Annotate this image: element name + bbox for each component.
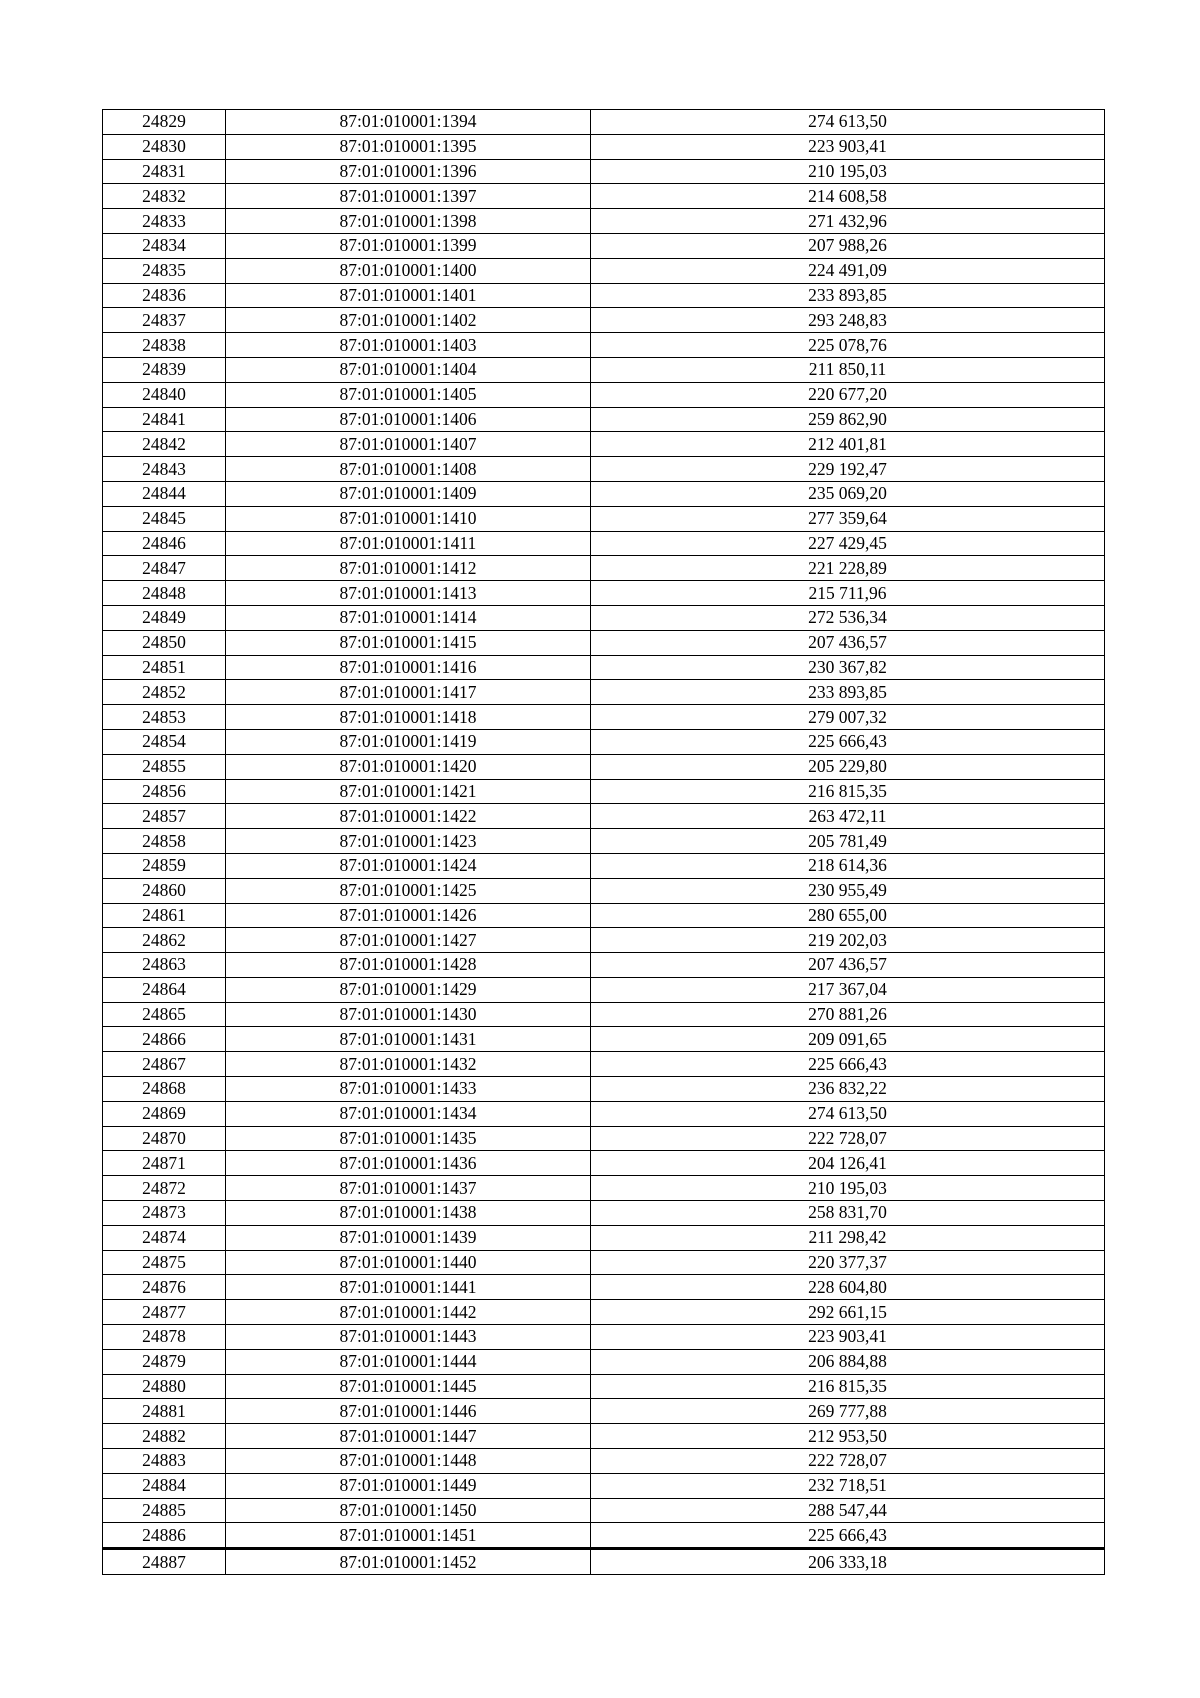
row-number-cell: 24878 <box>103 1325 226 1350</box>
table-row <box>103 233 1105 258</box>
cadastral-value-cell: 277 359,64 <box>591 506 1105 531</box>
cadastral-number-cell: 87:01:010001:1432 <box>226 1052 591 1077</box>
table-row <box>103 258 1105 283</box>
row-number-cell: 24882 <box>103 1424 226 1449</box>
table-row <box>103 1126 1105 1151</box>
row-number-cell: 24832 <box>103 184 226 209</box>
row-number-cell: 24843 <box>103 457 226 482</box>
table-row <box>103 481 1105 506</box>
cadastral-number-cell: 87:01:010001:1420 <box>226 754 591 779</box>
row-number-cell: 24858 <box>103 829 226 854</box>
table-row <box>103 1176 1105 1201</box>
cadastral-number-cell: 87:01:010001:1409 <box>226 481 591 506</box>
row-number-cell: 24834 <box>103 233 226 258</box>
row-number-cell: 24846 <box>103 531 226 556</box>
cadastral-value-cell: 227 429,45 <box>591 531 1105 556</box>
row-number-cell: 24867 <box>103 1052 226 1077</box>
table-row <box>103 357 1105 382</box>
cadastral-number-cell: 87:01:010001:1400 <box>226 258 591 283</box>
cadastral-number-cell: 87:01:010001:1413 <box>226 581 591 606</box>
cadastral-number-cell: 87:01:010001:1394 <box>226 110 591 135</box>
row-number-cell: 24849 <box>103 605 226 630</box>
row-number-cell: 24883 <box>103 1449 226 1474</box>
cadastral-number-cell: 87:01:010001:1416 <box>226 655 591 680</box>
cadastral-value-cell: 220 677,20 <box>591 382 1105 407</box>
table-row <box>103 1498 1105 1523</box>
cadastral-number-cell: 87:01:010001:1395 <box>226 134 591 159</box>
row-number-cell: 24877 <box>103 1300 226 1325</box>
row-number-cell: 24887 <box>103 1549 226 1575</box>
cadastral-value-cell: 233 893,85 <box>591 283 1105 308</box>
cadastral-value-cell: 205 229,80 <box>591 754 1105 779</box>
row-number-cell: 24876 <box>103 1275 226 1300</box>
cadastral-value-cell: 212 953,50 <box>591 1424 1105 1449</box>
cadastral-number-cell: 87:01:010001:1424 <box>226 853 591 878</box>
cadastral-value-cell: 269 777,88 <box>591 1399 1105 1424</box>
cadastral-value-cell: 216 815,35 <box>591 1374 1105 1399</box>
row-number-cell: 24865 <box>103 1002 226 1027</box>
cadastral-number-cell: 87:01:010001:1435 <box>226 1126 591 1151</box>
row-number-cell: 24853 <box>103 705 226 730</box>
table-row <box>103 829 1105 854</box>
cadastral-number-cell: 87:01:010001:1408 <box>226 457 591 482</box>
row-number-cell: 24879 <box>103 1349 226 1374</box>
table-row <box>103 283 1105 308</box>
table-row <box>103 1250 1105 1275</box>
cadastral-value-cell: 223 903,41 <box>591 134 1105 159</box>
cadastral-value-cell: 225 078,76 <box>591 333 1105 358</box>
table-row <box>103 506 1105 531</box>
row-number-cell: 24864 <box>103 977 226 1002</box>
cadastral-number-cell: 87:01:010001:1441 <box>226 1275 591 1300</box>
table-row <box>103 705 1105 730</box>
cadastral-value-cell: 207 436,57 <box>591 630 1105 655</box>
cadastral-value-cell: 279 007,32 <box>591 705 1105 730</box>
row-number-cell: 24840 <box>103 382 226 407</box>
cadastral-number-cell: 87:01:010001:1427 <box>226 928 591 953</box>
cadastral-value-cell: 217 367,04 <box>591 977 1105 1002</box>
cadastral-value-cell: 204 126,41 <box>591 1151 1105 1176</box>
row-number-cell: 24833 <box>103 209 226 234</box>
table-row <box>103 977 1105 1002</box>
cadastral-value-cell: 236 832,22 <box>591 1077 1105 1102</box>
table-row <box>103 457 1105 482</box>
cadastral-number-cell: 87:01:010001:1422 <box>226 804 591 829</box>
cadastral-value-cell: 209 091,65 <box>591 1027 1105 1052</box>
cadastral-number-cell: 87:01:010001:1437 <box>226 1176 591 1201</box>
cadastral-value-cell: 272 536,34 <box>591 605 1105 630</box>
cadastral-number-cell: 87:01:010001:1421 <box>226 779 591 804</box>
cadastral-value-cell: 230 367,82 <box>591 655 1105 680</box>
cadastral-number-cell: 87:01:010001:1426 <box>226 903 591 928</box>
cadastral-value-cell: 211 298,42 <box>591 1225 1105 1250</box>
table-row <box>103 1374 1105 1399</box>
cadastral-number-cell: 87:01:010001:1436 <box>226 1151 591 1176</box>
row-number-cell: 24857 <box>103 804 226 829</box>
cadastral-number-cell: 87:01:010001:1402 <box>226 308 591 333</box>
cadastral-number-cell: 87:01:010001:1430 <box>226 1002 591 1027</box>
cadastral-number-cell: 87:01:010001:1431 <box>226 1027 591 1052</box>
cadastral-value-cell: 270 881,26 <box>591 1002 1105 1027</box>
cadastral-number-cell: 87:01:010001:1405 <box>226 382 591 407</box>
cadastral-number-cell: 87:01:010001:1414 <box>226 605 591 630</box>
table-row <box>103 333 1105 358</box>
cadastral-number-cell: 87:01:010001:1440 <box>226 1250 591 1275</box>
table-row <box>103 531 1105 556</box>
cadastral-value-cell: 220 377,37 <box>591 1250 1105 1275</box>
row-number-cell: 24863 <box>103 953 226 978</box>
row-number-cell: 24880 <box>103 1374 226 1399</box>
table-row <box>103 779 1105 804</box>
row-number-cell: 24844 <box>103 481 226 506</box>
table-row <box>103 134 1105 159</box>
cadastral-value-cell: 280 655,00 <box>591 903 1105 928</box>
cadastral-value-cell: 206 333,18 <box>591 1549 1105 1575</box>
cadastral-number-cell: 87:01:010001:1429 <box>226 977 591 1002</box>
cadastral-value-cell: 235 069,20 <box>591 481 1105 506</box>
cadastral-value-cell: 225 666,43 <box>591 1052 1105 1077</box>
table-row <box>103 1349 1105 1374</box>
cadastral-value-cell: 218 614,36 <box>591 853 1105 878</box>
row-number-cell: 24829 <box>103 110 226 135</box>
cadastral-value-cell: 274 613,50 <box>591 110 1105 135</box>
row-number-cell: 24872 <box>103 1176 226 1201</box>
table-row <box>103 581 1105 606</box>
table-row <box>103 1052 1105 1077</box>
cadastral-value-cell: 222 728,07 <box>591 1449 1105 1474</box>
cadastral-value-cell: 232 718,51 <box>591 1473 1105 1498</box>
cadastral-value-cell: 263 472,11 <box>591 804 1105 829</box>
cadastral-value-cell: 228 604,80 <box>591 1275 1105 1300</box>
row-number-cell: 24860 <box>103 878 226 903</box>
row-number-cell: 24881 <box>103 1399 226 1424</box>
table-row <box>103 804 1105 829</box>
row-number-cell: 24851 <box>103 655 226 680</box>
cadastral-number-cell: 87:01:010001:1428 <box>226 953 591 978</box>
row-number-cell: 24862 <box>103 928 226 953</box>
cadastral-value-cell: 292 661,15 <box>591 1300 1105 1325</box>
cadastral-number-cell: 87:01:010001:1412 <box>226 556 591 581</box>
row-number-cell: 24850 <box>103 630 226 655</box>
cadastral-number-cell: 87:01:010001:1411 <box>226 531 591 556</box>
table-row <box>103 407 1105 432</box>
cadastral-value-cell: 288 547,44 <box>591 1498 1105 1523</box>
row-number-cell: 24874 <box>103 1225 226 1250</box>
table-row <box>103 1523 1105 1549</box>
table-row <box>103 928 1105 953</box>
cadastral-number-cell: 87:01:010001:1438 <box>226 1201 591 1226</box>
cadastral-number-cell: 87:01:010001:1433 <box>226 1077 591 1102</box>
table-row <box>103 729 1105 754</box>
row-number-cell: 24875 <box>103 1250 226 1275</box>
table-row <box>103 655 1105 680</box>
cadastral-number-cell: 87:01:010001:1417 <box>226 680 591 705</box>
row-number-cell: 24830 <box>103 134 226 159</box>
table-row <box>103 630 1105 655</box>
cadastral-number-cell: 87:01:010001:1398 <box>226 209 591 234</box>
table-row <box>103 953 1105 978</box>
cadastral-number-cell: 87:01:010001:1401 <box>226 283 591 308</box>
row-number-cell: 24839 <box>103 357 226 382</box>
table-row <box>103 878 1105 903</box>
row-number-cell: 24869 <box>103 1101 226 1126</box>
cadastral-number-cell: 87:01:010001:1444 <box>226 1349 591 1374</box>
table-row <box>103 184 1105 209</box>
table-row <box>103 1424 1105 1449</box>
table-row <box>103 1027 1105 1052</box>
row-number-cell: 24855 <box>103 754 226 779</box>
cadastral-number-cell: 87:01:010001:1399 <box>226 233 591 258</box>
row-number-cell: 24886 <box>103 1523 226 1549</box>
cadastral-number-cell: 87:01:010001:1407 <box>226 432 591 457</box>
table-row <box>103 1002 1105 1027</box>
row-number-cell: 24831 <box>103 159 226 184</box>
cadastral-value-cell: 233 893,85 <box>591 680 1105 705</box>
table-row <box>103 1201 1105 1226</box>
cadastral-number-cell: 87:01:010001:1410 <box>226 506 591 531</box>
cadastral-value-cell: 222 728,07 <box>591 1126 1105 1151</box>
cadastral-number-cell: 87:01:010001:1452 <box>226 1549 591 1575</box>
table-row <box>103 1473 1105 1498</box>
table-row <box>103 1449 1105 1474</box>
table-body <box>103 110 1105 1575</box>
cadastral-number-cell: 87:01:010001:1419 <box>226 729 591 754</box>
cadastral-number-cell: 87:01:010001:1425 <box>226 878 591 903</box>
cadastral-value-cell: 223 903,41 <box>591 1325 1105 1350</box>
cadastral-value-cell: 258 831,70 <box>591 1201 1105 1226</box>
row-number-cell: 24871 <box>103 1151 226 1176</box>
table-row <box>103 209 1105 234</box>
table-row <box>103 1225 1105 1250</box>
cadastral-number-cell: 87:01:010001:1442 <box>226 1300 591 1325</box>
cadastral-value-cell: 206 884,88 <box>591 1349 1105 1374</box>
row-number-cell: 24837 <box>103 308 226 333</box>
table-row <box>103 1077 1105 1102</box>
table-row <box>103 159 1105 184</box>
cadastral-number-cell: 87:01:010001:1418 <box>226 705 591 730</box>
cadastral-number-cell: 87:01:010001:1396 <box>226 159 591 184</box>
cadastral-value-cell: 210 195,03 <box>591 159 1105 184</box>
row-number-cell: 24854 <box>103 729 226 754</box>
cadastral-value-cell: 219 202,03 <box>591 928 1105 953</box>
row-number-cell: 24847 <box>103 556 226 581</box>
table-row <box>103 432 1105 457</box>
cadastral-value-cell: 210 195,03 <box>591 1176 1105 1201</box>
cadastral-number-cell: 87:01:010001:1415 <box>226 630 591 655</box>
cadastral-value-cell: 207 436,57 <box>591 953 1105 978</box>
row-number-cell: 24841 <box>103 407 226 432</box>
row-number-cell: 24848 <box>103 581 226 606</box>
row-number-cell: 24859 <box>103 853 226 878</box>
cadastral-value-cell: 211 850,11 <box>591 357 1105 382</box>
cadastral-value-cell: 221 228,89 <box>591 556 1105 581</box>
table-row <box>103 1300 1105 1325</box>
table-row <box>103 853 1105 878</box>
cadastral-number-cell: 87:01:010001:1447 <box>226 1424 591 1449</box>
cadastral-value-table <box>102 109 1105 1575</box>
row-number-cell: 24885 <box>103 1498 226 1523</box>
cadastral-value-cell: 214 608,58 <box>591 184 1105 209</box>
table-row <box>103 1275 1105 1300</box>
cadastral-number-cell: 87:01:010001:1439 <box>226 1225 591 1250</box>
row-number-cell: 24836 <box>103 283 226 308</box>
table-row <box>103 1325 1105 1350</box>
table-row <box>103 1151 1105 1176</box>
row-number-cell: 24868 <box>103 1077 226 1102</box>
row-number-cell: 24861 <box>103 903 226 928</box>
cadastral-value-cell: 216 815,35 <box>591 779 1105 804</box>
cadastral-number-cell: 87:01:010001:1434 <box>226 1101 591 1126</box>
cadastral-value-cell: 229 192,47 <box>591 457 1105 482</box>
cadastral-value-cell: 225 666,43 <box>591 729 1105 754</box>
cadastral-value-cell: 259 862,90 <box>591 407 1105 432</box>
cadastral-value-cell: 212 401,81 <box>591 432 1105 457</box>
table-row <box>103 308 1105 333</box>
row-number-cell: 24856 <box>103 779 226 804</box>
cadastral-value-cell: 225 666,43 <box>591 1523 1105 1549</box>
cadastral-value-cell: 293 248,83 <box>591 308 1105 333</box>
cadastral-number-cell: 87:01:010001:1406 <box>226 407 591 432</box>
cadastral-number-cell: 87:01:010001:1403 <box>226 333 591 358</box>
cadastral-value-cell: 274 613,50 <box>591 1101 1105 1126</box>
cadastral-value-cell: 215 711,96 <box>591 581 1105 606</box>
cadastral-number-cell: 87:01:010001:1448 <box>226 1449 591 1474</box>
table-row <box>103 110 1105 135</box>
table-row <box>103 680 1105 705</box>
cadastral-number-cell: 87:01:010001:1449 <box>226 1473 591 1498</box>
cadastral-number-cell: 87:01:010001:1451 <box>226 1523 591 1549</box>
row-number-cell: 24873 <box>103 1201 226 1226</box>
cadastral-value-cell: 230 955,49 <box>591 878 1105 903</box>
cadastral-value-cell: 271 432,96 <box>591 209 1105 234</box>
row-number-cell: 24866 <box>103 1027 226 1052</box>
row-number-cell: 24852 <box>103 680 226 705</box>
cadastral-number-cell: 87:01:010001:1397 <box>226 184 591 209</box>
table-row <box>103 382 1105 407</box>
table-row <box>103 605 1105 630</box>
table-row <box>103 1101 1105 1126</box>
table-row <box>103 754 1105 779</box>
cadastral-number-cell: 87:01:010001:1445 <box>226 1374 591 1399</box>
table-row <box>103 903 1105 928</box>
cadastral-number-cell: 87:01:010001:1443 <box>226 1325 591 1350</box>
cadastral-number-cell: 87:01:010001:1423 <box>226 829 591 854</box>
row-number-cell: 24838 <box>103 333 226 358</box>
cadastral-number-cell: 87:01:010001:1404 <box>226 357 591 382</box>
table-row <box>103 1549 1105 1575</box>
cadastral-value-cell: 205 781,49 <box>591 829 1105 854</box>
cadastral-number-cell: 87:01:010001:1450 <box>226 1498 591 1523</box>
cadastral-value-cell: 207 988,26 <box>591 233 1105 258</box>
table-row <box>103 1399 1105 1424</box>
row-number-cell: 24884 <box>103 1473 226 1498</box>
table-row <box>103 556 1105 581</box>
row-number-cell: 24835 <box>103 258 226 283</box>
row-number-cell: 24845 <box>103 506 226 531</box>
row-number-cell: 24842 <box>103 432 226 457</box>
row-number-cell: 24870 <box>103 1126 226 1151</box>
cadastral-value-cell: 224 491,09 <box>591 258 1105 283</box>
cadastral-number-cell: 87:01:010001:1446 <box>226 1399 591 1424</box>
